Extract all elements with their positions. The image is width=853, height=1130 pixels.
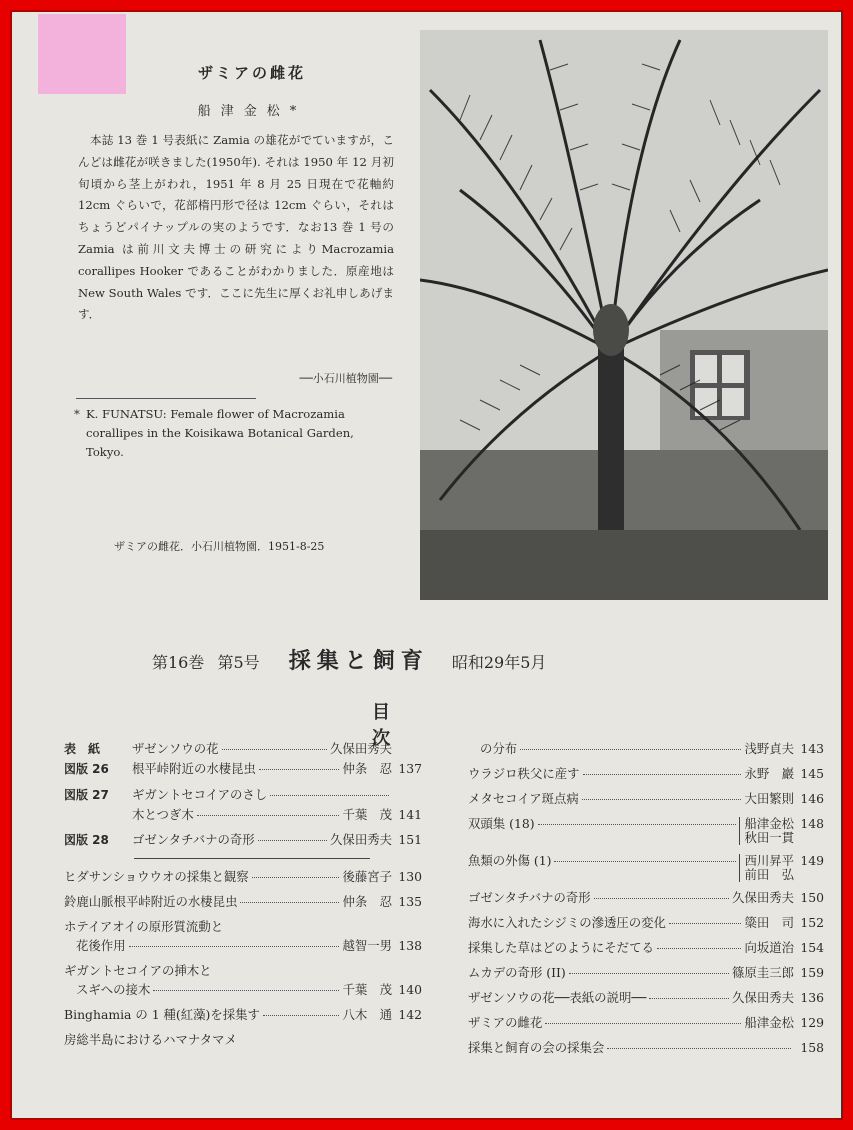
toc-entry — [64, 830, 422, 850]
sticky-note — [38, 14, 126, 94]
toc-page: 152 — [800, 915, 824, 930]
toc-entry — [468, 851, 824, 882]
toc-author: 千葉 茂 — [342, 982, 392, 997]
toc-plate-label: 図版 28 — [64, 833, 109, 847]
footnote — [74, 405, 386, 462]
toc-leader — [197, 815, 340, 816]
toc-author: 大田繁則 — [744, 791, 794, 806]
toc-entry — [468, 938, 824, 957]
toc-heading: 目次 — [372, 702, 446, 749]
toc-author: 永野 巖 — [744, 766, 794, 781]
toc-leader — [569, 973, 729, 974]
journal-title: 採集と飼育 — [288, 649, 429, 674]
toc-entry — [64, 892, 422, 911]
palm-illustration — [420, 30, 828, 600]
toc-entry — [468, 789, 824, 808]
toc-authors — [739, 854, 794, 882]
toc-leader — [607, 1048, 791, 1049]
toc-page: 149 — [800, 853, 824, 868]
toc-title: メタセコイア斑点病 — [468, 791, 579, 806]
toc-page: 141 — [398, 807, 422, 822]
toc-leader — [657, 948, 742, 949]
toc-author: 船津金松 — [744, 1015, 794, 1030]
journal-header — [152, 644, 772, 675]
toc-entry — [64, 805, 422, 824]
toc-entry — [64, 980, 422, 999]
toc-title: ザゼンソウの花 — [132, 741, 219, 756]
toc-title: 花後作用 — [76, 938, 126, 953]
toc-title: 双頭集 (18) — [468, 816, 535, 831]
toc-author: 八木 通 — [342, 1007, 392, 1022]
toc-leader — [263, 1015, 339, 1016]
toc-entry — [64, 759, 422, 779]
toc-page: 151 — [398, 832, 422, 847]
toc-entry — [468, 1013, 824, 1032]
toc-left-column — [64, 739, 422, 1049]
toc-page: 158 — [800, 1040, 824, 1055]
footnote-text: K. FUNATSU: Female flower of Macrozamia corallipes in the Koisikawa Botanical Garden, Tokyo. — [86, 407, 354, 459]
toc-author: 仲条 忍 — [342, 761, 392, 776]
toc-leader — [545, 1023, 741, 1024]
toc-author: 久保田秀夫 — [732, 990, 794, 1005]
journal-date: 昭和29年5月 — [451, 653, 547, 672]
toc-author: 千葉 茂 — [342, 807, 392, 822]
toc-title: ギガントセコイアのさし — [132, 787, 268, 802]
toc-author: 前田 弘 — [744, 867, 794, 882]
toc-title: スギへの接木 — [76, 982, 151, 997]
toc-entry — [64, 961, 422, 980]
toc-entry — [64, 917, 422, 936]
toc-author: 秋田一貫 — [744, 830, 794, 845]
toc-author: 船津金松 — [744, 816, 794, 831]
toc-entry — [64, 1030, 422, 1049]
toc-leader — [520, 749, 741, 750]
palm-photo — [420, 30, 828, 600]
article-author: 船津金松* — [197, 104, 307, 119]
toc-page: 143 — [800, 741, 824, 756]
footnote-mark: * — [74, 407, 80, 421]
toc-right-column — [468, 739, 824, 1063]
footnote-divider — [76, 398, 256, 399]
toc-title: 採集と飼育の会の採集会 — [468, 1040, 605, 1055]
toc-page: 140 — [398, 982, 422, 997]
toc-page: 142 — [398, 1007, 422, 1022]
toc-title: ムカデの奇形 (II) — [468, 965, 566, 980]
toc-entry — [468, 988, 824, 1007]
article-signature: ──小石川植物園── — [299, 372, 392, 385]
toc-authors — [739, 817, 794, 845]
toc-title: ヒダサンショウウオの採集と観察 — [64, 869, 249, 884]
toc-page: 137 — [398, 761, 422, 776]
journal-number: 第5号 — [217, 653, 260, 672]
toc-entry — [64, 1005, 422, 1024]
toc-entry — [64, 739, 422, 759]
toc-title: 根平峠附近の水棲昆虫 — [132, 761, 256, 776]
toc-plate-label: 表 紙 — [64, 742, 101, 756]
toc-entry — [64, 785, 422, 805]
journal-page — [10, 10, 843, 1120]
article-title: ザミアの雌花 — [197, 64, 306, 82]
toc-author: 久保田秀夫 — [330, 741, 392, 756]
toc-page: 154 — [800, 940, 824, 955]
toc-page: 159 — [800, 965, 824, 980]
toc-entry — [468, 888, 824, 907]
toc-leader — [258, 840, 327, 841]
toc-divider — [134, 858, 370, 859]
toc-page: 146 — [800, 791, 824, 806]
toc-entry — [64, 867, 422, 886]
toc-author: 向坂道治 — [744, 940, 794, 955]
toc-page: 145 — [800, 766, 824, 781]
toc-entry — [64, 936, 422, 955]
toc-spacer — [468, 1057, 824, 1063]
article-body — [78, 130, 394, 326]
toc-title: ゴゼンタチバナの奇形 — [132, 832, 255, 847]
toc-title: 鈴鹿山脈根平峠附近の水棲昆虫 — [64, 894, 238, 909]
journal-volume: 第16巻 — [152, 653, 205, 672]
toc-title: ウラジロ秩父に産す — [468, 766, 580, 781]
toc-title: 海水に入れたシジミの滲透圧の変化 — [468, 915, 666, 930]
toc-author: 簗田 司 — [744, 915, 794, 930]
toc-title: 採集した草はどのようにそだてる — [468, 940, 654, 955]
toc-leader — [583, 774, 742, 775]
toc-title: 木とつぎ木 — [132, 807, 194, 822]
toc-leader — [252, 877, 340, 878]
toc-plate-label: 図版 27 — [64, 788, 109, 802]
toc-title: 房総半島におけるハマナタマメ — [64, 1032, 237, 1047]
toc-author: 西川昇平 — [744, 853, 794, 868]
toc-entry — [468, 1038, 824, 1057]
toc-title: 魚類の外傷 (1) — [468, 853, 552, 868]
toc-title: ギガントセコイアの挿木と — [64, 963, 212, 978]
toc-page: 150 — [800, 890, 824, 905]
toc-leader — [259, 769, 340, 770]
toc-page: 148 — [800, 816, 824, 831]
toc-leader — [669, 923, 741, 924]
toc-entry — [468, 963, 824, 982]
toc-leader — [270, 795, 389, 796]
toc-title: ザミアの雌花 — [468, 1015, 543, 1030]
toc-page: 138 — [398, 938, 422, 953]
toc-leader — [649, 998, 729, 999]
toc-author: 越智一男 — [342, 938, 392, 953]
toc-page: 136 — [800, 990, 824, 1005]
toc-page: 135 — [398, 894, 422, 909]
toc-leader — [594, 898, 729, 899]
toc-entry — [468, 739, 824, 758]
toc-title: ホテイアオイの原形質流動と — [64, 919, 224, 934]
toc-leader — [554, 861, 736, 862]
toc-plate-label: 図版 26 — [64, 762, 109, 776]
toc-leader — [153, 990, 339, 991]
toc-leader — [582, 799, 742, 800]
toc-author: 篠原圭三郎 — [732, 965, 794, 980]
toc-entry — [468, 764, 824, 783]
toc-entry — [468, 913, 824, 932]
toc-page: 129 — [800, 1015, 824, 1030]
toc-title: ザゼンソウの花──表紙の説明── — [468, 990, 647, 1005]
toc-entry — [468, 814, 824, 845]
article-paragraph: 本誌 13 巻 1 号表紙に Zamia の雄花がでていますが，こんどは雌花が咲きました(1950年). それは 1950 年 12 月初旬頃から茎上がわれ，1951 年 8 月 25 日現在で花軸約 12cm ぐらいで，花部楕円形で径は 12cm ぐらい，それはちょうどパイナップルの実のようです．なお13 巻 1 号の Zamia は前川文夫博士の研究によりMacrozamia corallipes Hooker であることがわかりました．原産地は New South Wales です．ここに先生に厚くお礼申しあげます． — [78, 133, 394, 322]
toc-title: Binghamia の 1 種(紅藻)を採集す — [64, 1007, 260, 1022]
toc-leader — [538, 824, 737, 825]
toc-author: 浅野貞夫 — [744, 741, 794, 756]
toc-title: ゴゼンタチバナの奇形 — [468, 890, 591, 905]
toc-author: 久保田秀夫 — [732, 890, 794, 905]
toc-leader — [222, 749, 328, 750]
toc-title: の分布 — [480, 741, 518, 756]
toc-page: 130 — [398, 869, 422, 884]
photo-caption: ザミアの雌花．小石川植物園．1951-8-25 — [114, 540, 325, 553]
toc-leader — [240, 902, 339, 903]
toc-author: 後藤宮子 — [342, 869, 392, 884]
toc-leader — [129, 946, 340, 947]
toc-author: 仲条 忍 — [342, 894, 392, 909]
toc-author: 久保田秀夫 — [330, 832, 392, 847]
